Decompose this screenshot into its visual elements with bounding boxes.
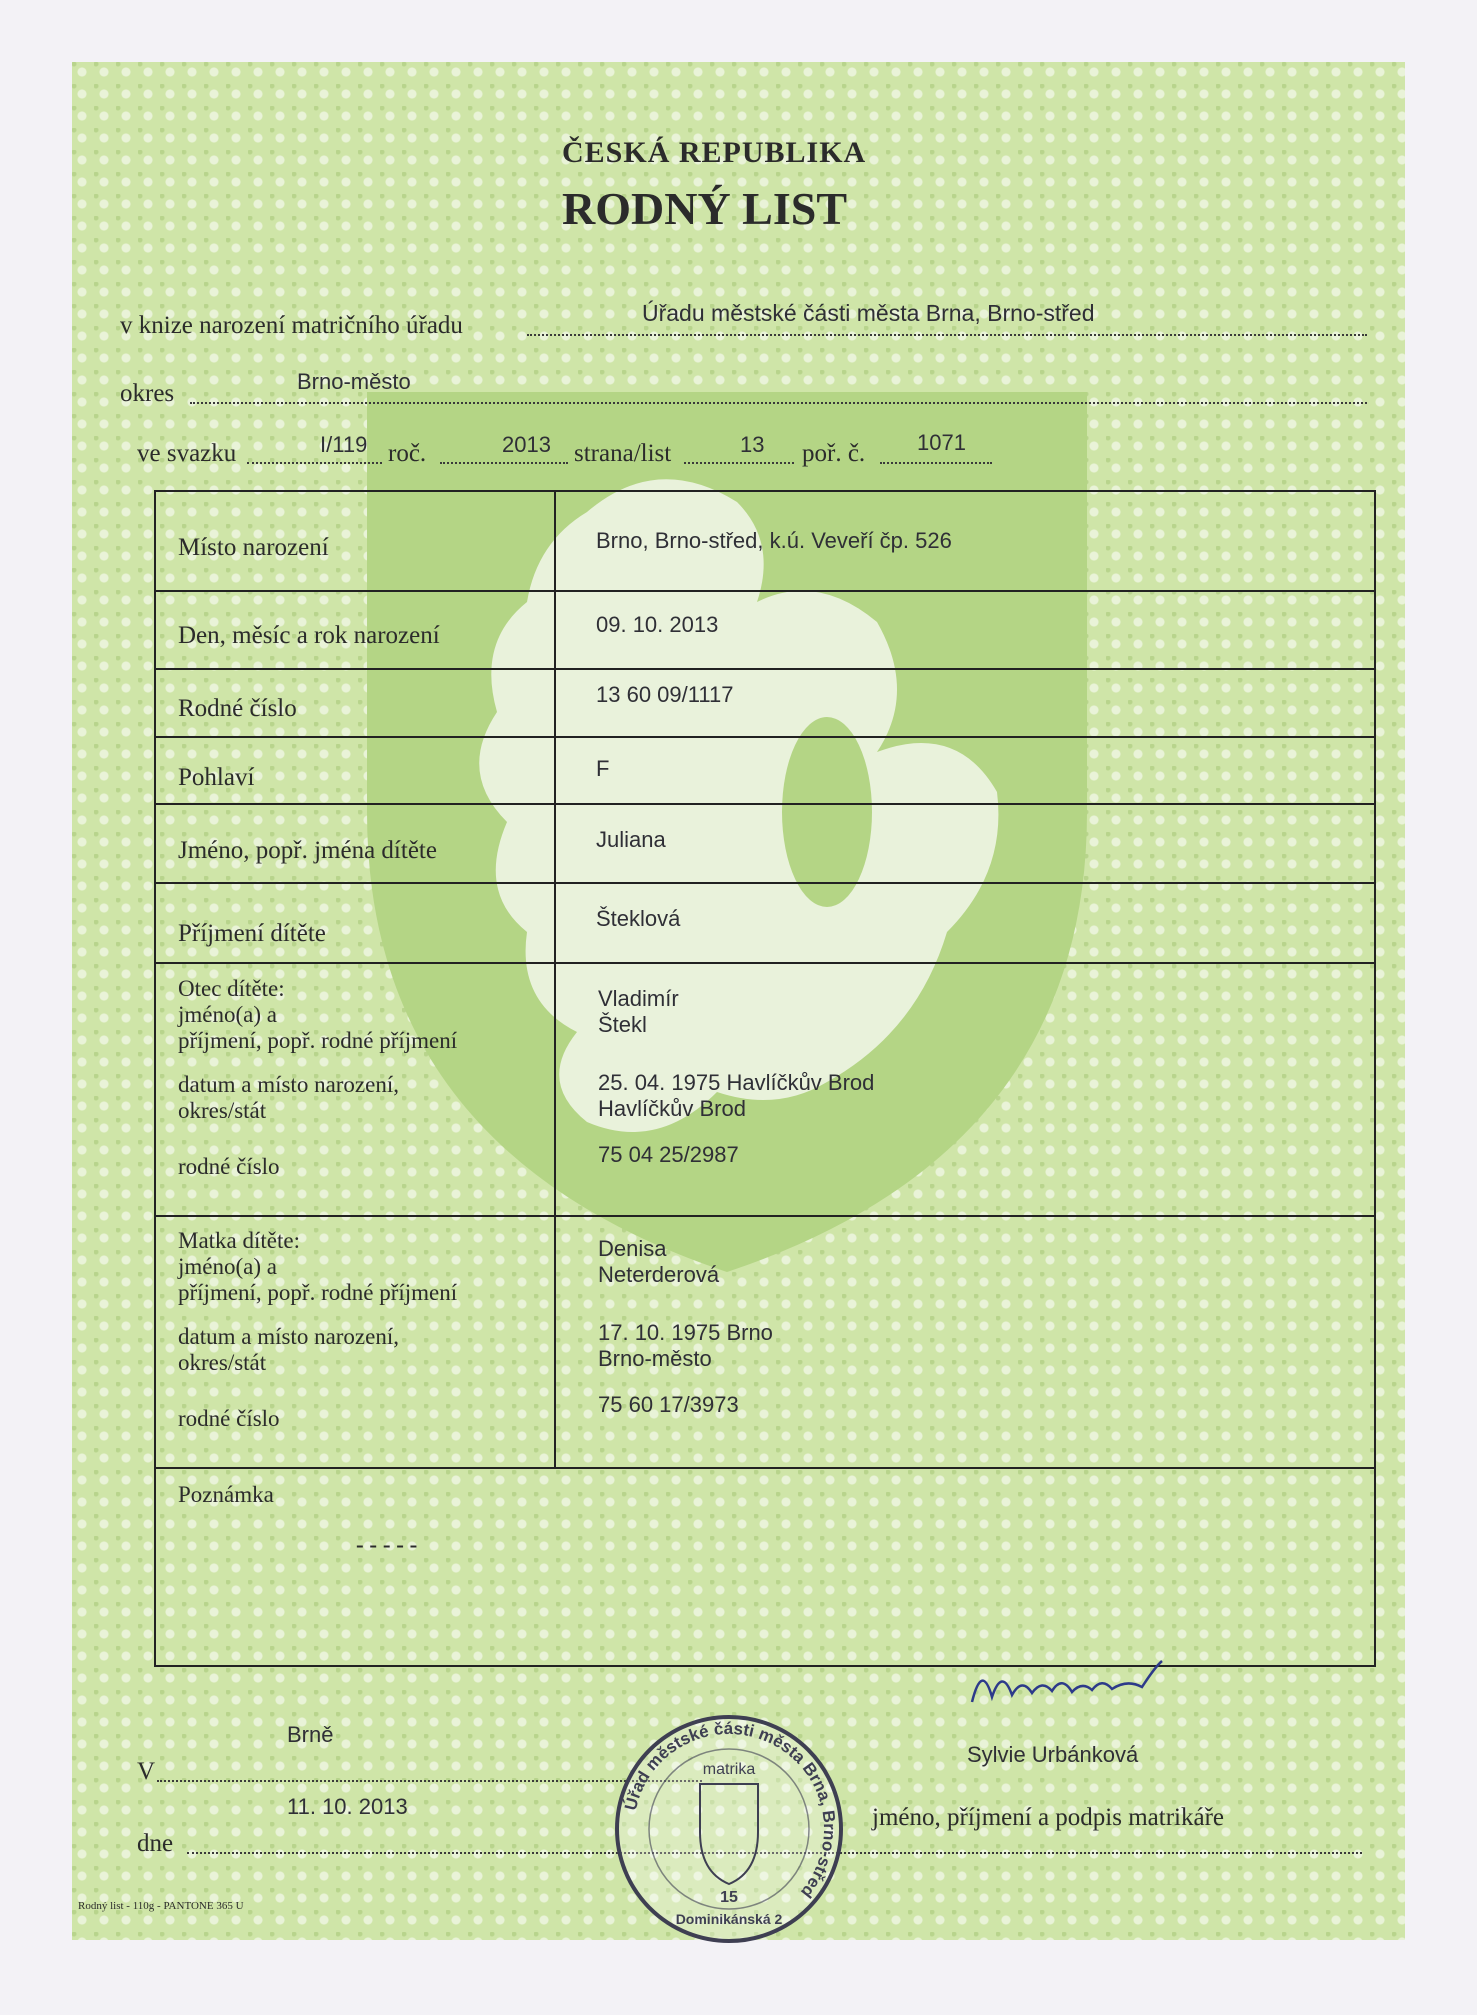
year-label: roč. [388,440,427,467]
year-dotted-line [440,462,568,464]
mother-district: Brno-město [598,1346,712,1371]
father-label-district: okres/stát [178,1098,267,1123]
order-label: poř. č. [802,440,866,467]
official-stamp [612,1712,847,1947]
stamp-number: 15 [720,1889,738,1906]
print-code: Rodný list - 110g - PANTONE 365 U [78,1900,244,1912]
year-value: 2013 [502,432,551,457]
birthplace-label: Místo narození [178,534,329,561]
surname-value: Šteklová [596,906,681,931]
document-title: RODNÝ LIST [562,183,848,234]
note-value: - - - - - [356,1532,418,1557]
record-table [154,490,1376,1667]
mother-birth: 17. 10. 1975 Brno [598,1320,773,1345]
place-value: Brně [287,1722,334,1747]
page-dotted-line [684,462,794,464]
surname-label: Příjmení dítěte [178,920,326,947]
stamp-inner-top: matrika [702,1761,756,1778]
office-value: Úřadu městské části města Brna, Brno-střed [642,300,1095,326]
id-label: Rodné číslo [178,695,297,722]
father-last-name: Štekl [598,1012,647,1037]
stamp-bottom-text: Dominikánská 2 [675,1911,783,1927]
birthdate-value: 09. 10. 2013 [596,612,719,637]
certificate-sheet [72,62,1405,1940]
date-label: dne [137,1830,174,1857]
registrar-caption: jméno, příjmení a podpis matrikáře [872,1804,1224,1831]
father-label-id: rodné číslo [178,1154,280,1179]
father-first-name: Vladimír [598,986,679,1011]
place-label: V [137,1758,156,1785]
order-value: 1071 [917,430,966,455]
father-label-surname: příjmení, popř. rodné příjmení [178,1028,458,1053]
mother-label-birth: datum a místo narození, [178,1324,399,1349]
district-value: Brno-město [297,369,411,394]
mother-label-heading: Matka dítěte: [178,1228,300,1253]
mother-label-district: okres/stát [178,1350,267,1375]
volume-value: I/119 [320,432,368,457]
table-column-divider [554,492,556,1467]
volume-dotted-line [247,462,382,464]
mother-last-name: Neterderová [598,1262,720,1287]
father-label-heading: Otec dítěte: [178,976,285,1001]
page-value: 13 [740,432,765,457]
office-dotted-line [527,334,1367,336]
registrar-signature [967,1657,1167,1717]
father-id: 75 04 25/2987 [598,1142,739,1167]
birthplace-value: Brno, Brno-střed, k.ú. Veveří čp. 526 [596,528,952,553]
mother-label-id: rodné číslo [178,1406,280,1431]
father-birth: 25. 04. 1975 Havlíčkův Brod [598,1070,875,1095]
date-value: 11. 10. 2013 [287,1794,408,1819]
father-district: Havlíčkův Brod [598,1096,746,1121]
father-label-birth: datum a místo narození, [178,1072,399,1097]
sex-value: F [596,756,610,781]
country-heading: ČESKÁ REPUBLIKA [562,136,867,169]
order-dotted-line [880,462,992,464]
id-value: 13 60 09/1117 [596,682,734,707]
district-dotted-line [190,402,1367,404]
given-name-value: Juliana [596,827,666,852]
mother-label-name: jméno(a) a [178,1254,277,1279]
office-label: v knize narození matričního úřadu [120,312,463,339]
father-label-name: jméno(a) a [178,1002,277,1027]
mother-first-name: Denisa [598,1236,667,1261]
stamp-ring-text: Úřad městské části města Brna, Brno-střed [620,1718,840,1902]
volume-label: ve svazku [137,440,237,467]
mother-label-surname: příjmení, popř. rodné příjmení [178,1280,458,1305]
given-name-label: Jméno, popř. jména dítěte [178,837,437,864]
mother-id: 75 60 17/3973 [598,1392,739,1417]
page-label: strana/list [574,440,672,467]
district-label: okres [120,380,175,407]
birthdate-label: Den, měsíc a rok narození [178,622,440,649]
sex-label: Pohlaví [178,764,255,791]
note-label: Poznámka [178,1482,274,1507]
registrar-name: Sylvie Urbánková [967,1742,1139,1767]
